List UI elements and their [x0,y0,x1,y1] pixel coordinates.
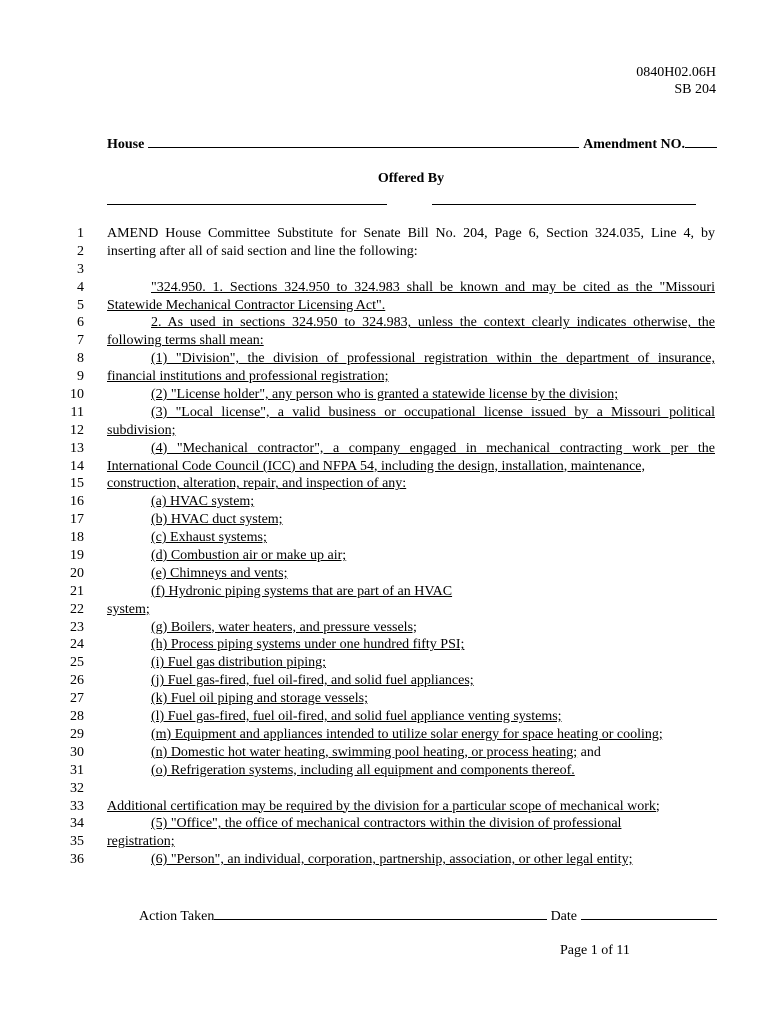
line-number: 28 [70,709,84,725]
document-line [0,815,770,833]
line-text [107,833,175,851]
line-text [107,458,645,476]
line-text [107,601,150,619]
document-line [0,654,770,672]
line-number: 15 [70,476,84,492]
line-number: 7 [77,333,84,349]
line-text-content: inserting after all of said section and line the following: [107,243,418,259]
line-number: 11 [70,404,84,420]
line-text-content: (l) Fuel gas-fired, fuel oil-fired, and solid fuel appliance venting systems; [151,709,562,725]
amendment-number-blank [685,135,717,148]
line-text-content: International Code Council (ICC) and NFPA 54, including the design, installation, maintenance, [107,458,646,474]
line-text [151,672,474,690]
line-text [151,404,715,422]
document-line [0,762,770,780]
line-number: 4 [77,279,84,295]
line-number: 24 [70,637,84,653]
line-text [151,726,663,744]
line-suffix: and [577,744,601,760]
line-text-content: (4) "Mechanical contractor", a company engaged in mechanical contracting work per the [151,440,715,456]
document-line [0,458,770,476]
line-number: 12 [70,422,84,438]
line-text [107,225,715,243]
line-number: 14 [70,458,84,474]
line-text [151,744,601,762]
line-number: 25 [70,655,84,671]
line-number: 6 [77,315,84,331]
line-text [151,583,452,601]
document-line [0,833,770,851]
line-text [151,314,715,332]
line-text [151,708,562,726]
document-line [0,314,770,332]
doc-code: 0840H02.06H [636,65,716,80]
document-line [0,601,770,619]
line-text-content: (k) Fuel oil piping and storage vessels; [151,691,368,707]
action-taken-blank [214,907,546,920]
line-text-content: (i) Fuel gas distribution piping; [151,655,326,671]
line-number: 9 [77,369,84,385]
document-line [0,279,770,297]
line-text-content: construction, alteration, repair, and inspection of any: [107,476,407,492]
document-line [0,368,770,386]
line-text-content: "324.950. 1. Sections 324.950 to 324.983 shall be known and may be cited as the "Missouri [151,279,715,295]
line-text [151,547,346,565]
line-text [107,368,389,386]
line-number: 33 [70,798,84,814]
line-number: 20 [70,565,84,581]
line-number: 29 [70,726,84,742]
document-line [0,672,770,690]
line-number: 13 [70,440,84,456]
line-text [107,422,175,440]
line-text [151,493,254,511]
line-number: 26 [70,673,84,689]
line-text [107,798,660,816]
line-text [151,565,287,583]
line-text-content: (h) Process piping systems under one hundred fifty PSI; [151,637,465,653]
line-text-content: (e) Chimneys and vents; [151,565,288,581]
line-number: 31 [70,762,84,778]
house-blank [148,135,579,148]
document-line [0,511,770,529]
line-number: 18 [70,530,84,546]
line-number: 21 [70,583,84,599]
document-line [0,708,770,726]
date-blank [581,907,717,920]
amendment-number-label: Amendment NO. [583,137,685,152]
line-text-content: (m) Equipment and appliances intended to utilize solar energy for space heating or cooling; [151,726,663,742]
line-text [151,619,417,637]
document-line [0,636,770,654]
page-number: Page 1 of 11 [560,943,630,958]
line-text [107,243,418,261]
line-text-content: (c) Exhaust systems; [151,530,267,546]
document-line [0,690,770,708]
line-text [151,529,267,547]
document-line [0,798,770,816]
document-line [0,547,770,565]
line-text [151,851,632,869]
line-text [151,386,618,404]
line-text-content: (6) "Person", an individual, corporation, partnership, association, or other legal entity; [151,852,633,868]
line-text-content: (n) Domestic hot water heating, swimming pool heating, or process heating; [151,744,578,760]
document-line [0,386,770,404]
line-text-content: (b) HVAC duct system; [151,512,283,528]
document-line [0,619,770,637]
amendment-body [0,225,770,869]
document-line [0,404,770,422]
line-text [107,297,385,315]
document-line [0,225,770,243]
line-text [151,440,715,458]
line-text-content: (a) HVAC system; [151,494,255,510]
offered-by-signature-line-left [107,204,387,205]
document-line [0,350,770,368]
line-text-content: AMEND House Committee Substitute for Senate Bill No. 204, Page 6, Section 324.035, Line 4, by [107,226,715,241]
line-text-content: Statewide Mechanical Contractor Licensing Act". [107,297,386,313]
line-number: 2 [77,243,84,259]
line-number: 3 [77,261,84,277]
document-line [0,422,770,440]
document-line [0,332,770,350]
document-line [0,744,770,762]
line-text-content: (5) "Office", the office of mechanical contractors within the division of professional [151,816,622,832]
document-line [0,780,770,798]
line-text [107,475,406,493]
line-text [151,636,464,654]
line-text [107,332,264,350]
document-line [0,565,770,583]
document-line [0,493,770,511]
line-text-content: registration; [107,834,175,850]
action-taken-label: Action Taken [139,909,215,924]
line-number: 16 [70,494,84,510]
house-label: House [107,137,145,152]
line-text-content: (2) "License holder", any person who is granted a statewide license by the division; [151,387,619,403]
document-line [0,243,770,261]
bill-number: SB 204 [674,82,716,97]
line-number: 8 [77,351,84,367]
line-number: 19 [70,548,84,564]
line-text-content: system; [107,601,150,617]
document-line [0,297,770,315]
document-id-block [636,64,716,98]
line-text-content: subdivision; [107,422,176,438]
offered-by-label: Offered By [377,171,445,186]
document-line [0,440,770,458]
line-number: 27 [70,691,84,707]
document-line [0,529,770,547]
document-line [0,475,770,493]
line-text-content: following terms shall mean: [107,333,264,349]
amendment-header-line [107,135,717,153]
document-line [0,851,770,869]
line-text-content: 2. As used in sections 324.950 to 324.983, unless the context clearly indicates otherwise, the [151,315,715,331]
line-text [151,350,715,368]
line-text-content: (1) "Division", the division of professional registration within the department of insurance, [151,351,715,367]
line-number: 17 [70,512,84,528]
line-number: 36 [70,852,84,868]
line-text [151,511,283,529]
line-number: 34 [70,816,84,832]
line-number: 35 [70,834,84,850]
line-text-content: (d) Combustion air or make up air; [151,548,347,564]
line-number: 32 [70,780,84,796]
document-line [0,726,770,744]
line-number: 10 [70,387,84,403]
line-text-content: (f) Hydronic piping systems that are part of an HVAC [151,583,453,599]
line-text [151,815,621,833]
line-number: 30 [70,744,84,760]
line-number: 23 [70,619,84,635]
line-text-content: Additional certification may be required by the division for a particular scope of mechanical work; [107,798,660,814]
line-number: 5 [77,297,84,313]
line-text-content: (g) Boilers, water heaters, and pressure vessels; [151,619,417,635]
date-label: Date [550,909,577,924]
line-text-content: (o) Refrigeration systems, including all equipment and components thereof. [151,762,575,778]
line-text-content: (j) Fuel gas-fired, fuel oil-fired, and solid fuel appliances; [151,673,474,689]
line-text [151,654,326,672]
line-number: 22 [70,601,84,617]
line-text [151,690,368,708]
line-number: 1 [77,226,84,241]
line-text-content: financial institutions and professional registration; [107,369,389,385]
document-line [0,583,770,601]
line-text [151,762,575,780]
document-line [0,261,770,279]
line-text [151,279,715,297]
line-text-content: (3) "Local license", a valid business or occupational license issued by a Missouri political [151,404,715,420]
action-taken-line [139,907,717,925]
offered-by-signature-line-right [432,204,696,205]
